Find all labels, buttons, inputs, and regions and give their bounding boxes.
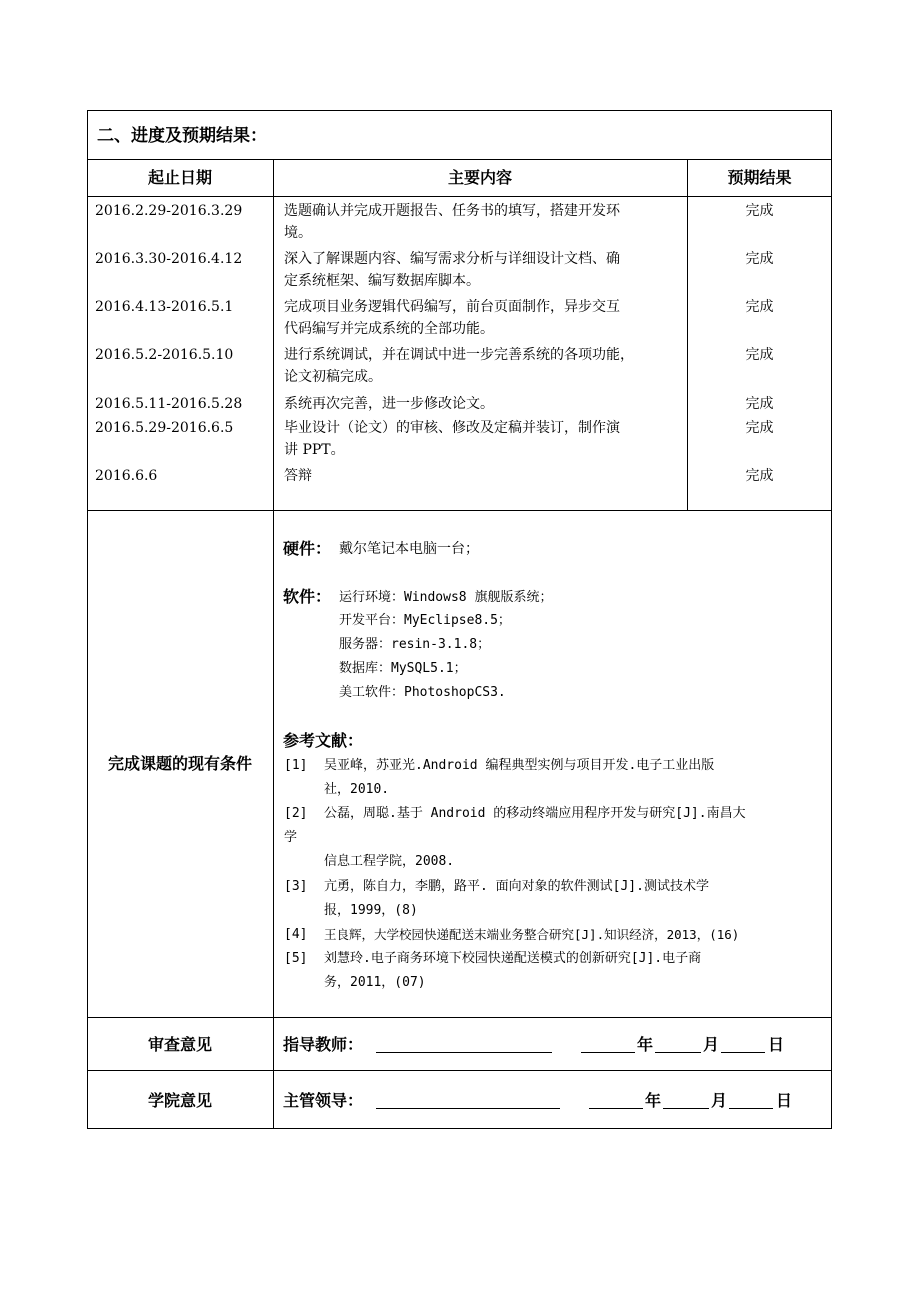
row-date: 2016.2.29-2016.3.29 <box>95 203 243 219</box>
review-month-blank[interactable] <box>655 1036 701 1055</box>
college-month-blank[interactable] <box>663 1092 709 1111</box>
college-month-label: 月 <box>711 1091 728 1110</box>
review-day-blank[interactable] <box>721 1036 765 1055</box>
conditions-label: 完成课题的现有条件 <box>107 754 252 773</box>
row-content: 定系统框架、编写数据库脚本。 <box>284 273 480 289</box>
college-label: 学院意见 <box>147 1091 212 1110</box>
college-signature-line[interactable] <box>376 1092 560 1111</box>
reference-text: 学 <box>284 830 298 845</box>
column-divider <box>273 159 274 1129</box>
row-content: 代码编写并完成系统的全部功能。 <box>284 321 494 337</box>
header-date: 起止日期 <box>147 168 212 187</box>
row-date: 2016.5.11-2016.5.28 <box>95 396 243 412</box>
software-item: 服务器：resin-3.1.8； <box>339 637 491 652</box>
row-result: 完成 <box>745 396 774 412</box>
row-result: 完成 <box>745 468 774 484</box>
reference-text: 亢勇，陈自力，李鹏，路平. 面向对象的软件测试[J].测试技术学 <box>324 879 709 894</box>
reference-text: 社，2010. <box>324 782 390 797</box>
section-title: 二、进度及预期结果： <box>97 126 267 146</box>
review-year-blank[interactable] <box>581 1036 635 1055</box>
row-content: 讲 PPT。 <box>284 442 345 458</box>
college-day-label: 日 <box>776 1091 793 1110</box>
header-content: 主要内容 <box>447 168 512 187</box>
reference-number: [5] <box>284 951 308 966</box>
review-signer-label: 指导教师： <box>283 1035 364 1054</box>
row-content: 毕业设计（论文）的审核、修改及定稿并装订，制作演 <box>284 420 620 436</box>
row-result: 完成 <box>745 420 774 436</box>
review-month-label: 月 <box>703 1035 720 1054</box>
review-label: 审查意见 <box>147 1035 212 1054</box>
reference-text: 公磊，周聪.基于 Android 的移动终端应用程序开发与研究[J].南昌大 <box>324 806 746 821</box>
reference-text: 信息工程学院，2008. <box>324 854 455 869</box>
row-result: 完成 <box>745 251 774 267</box>
college-signer-label: 主管领导： <box>283 1091 364 1110</box>
row-content: 选题确认并完成开题报告、任务书的填写，搭建开发环 <box>284 203 620 219</box>
college-year-blank[interactable] <box>589 1092 643 1111</box>
software-item: 开发平台：MyEclipse8.5； <box>339 613 511 628</box>
row-date: 2016.6.6 <box>95 468 158 484</box>
review-signature-line[interactable] <box>376 1036 552 1055</box>
row-content: 系统再次完善，进一步修改论文。 <box>284 396 494 412</box>
reference-number: [1] <box>284 758 308 773</box>
row-date: 2016.5.29-2016.6.5 <box>95 420 234 436</box>
reference-number: [3] <box>284 879 308 894</box>
software-item: 数据库：MySQL5.1； <box>339 661 467 676</box>
row-content: 完成项目业务逻辑代码编写，前台页面制作，异步交互 <box>284 299 620 315</box>
header-result: 预期结果 <box>727 168 792 187</box>
row-content: 进行系统调试，并在调试中进一步完善系统的各项功能， <box>284 347 634 363</box>
row-result: 完成 <box>745 347 774 363</box>
row-content: 深入了解课题内容、编写需求分析与详细设计文档、确 <box>284 251 620 267</box>
hardware-label: 硬件： <box>283 539 332 558</box>
row-divider <box>87 159 832 160</box>
hardware-text: 戴尔笔记本电脑一台； <box>339 541 479 557</box>
reference-number: [2] <box>284 806 308 821</box>
software-label: 软件： <box>283 587 332 606</box>
reference-text: 报，1999，(8) <box>324 903 418 918</box>
college-day-blank[interactable] <box>729 1092 773 1111</box>
row-date: 2016.4.13-2016.5.1 <box>95 299 234 315</box>
software-item: 运行环境：Windows8 旗舰版系统； <box>339 590 553 605</box>
reference-text: 王良辉，大学校园快递配送末端业务整合研究[J].知识经济，2013，(16) <box>324 927 740 942</box>
row-date: 2016.3.30-2016.4.12 <box>95 251 243 267</box>
row-divider <box>87 1017 832 1018</box>
reference-text: 务，2011，(07) <box>324 975 426 990</box>
row-divider <box>87 1070 832 1071</box>
row-result: 完成 <box>745 299 774 315</box>
review-day-label: 日 <box>768 1035 785 1054</box>
row-content: 答辩 <box>284 468 312 484</box>
reference-number: [4] <box>284 927 308 942</box>
college-year-label: 年 <box>645 1091 662 1110</box>
row-divider <box>87 196 832 197</box>
row-result: 完成 <box>745 203 774 219</box>
software-item: 美工软件：PhotoshopCS3. <box>339 685 506 700</box>
review-year-label: 年 <box>637 1035 654 1054</box>
row-content: 境。 <box>284 225 312 241</box>
row-divider <box>87 510 832 511</box>
row-content: 论文初稿完成。 <box>284 369 382 385</box>
reference-text: 刘慧玲.电子商务环境下校园快递配送模式的创新研究[J].电子商 <box>324 951 702 966</box>
references-label: 参考文献： <box>283 731 364 750</box>
reference-text: 吴亚峰，苏亚光.Android 编程典型实例与项目开发.电子工业出版 <box>324 758 715 773</box>
row-date: 2016.5.2-2016.5.10 <box>95 347 234 363</box>
